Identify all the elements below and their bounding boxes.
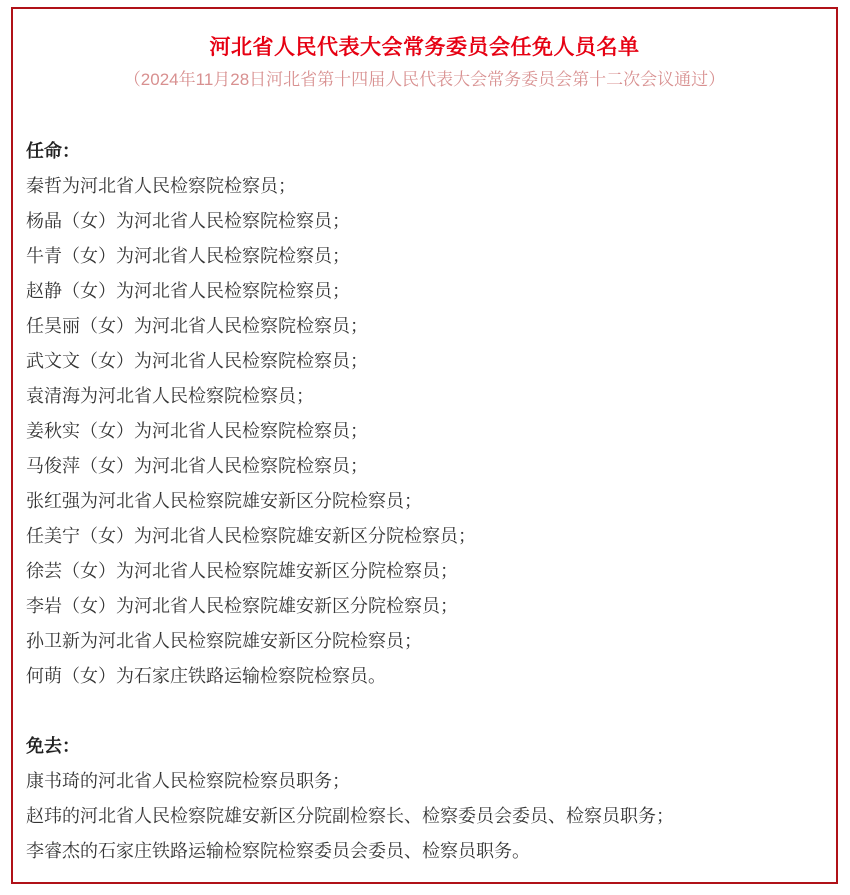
appointment-line: 孙卫新为河北省人民检察院雄安新区分院检察员；	[26, 631, 422, 651]
appointments-heading: 任命：	[26, 141, 80, 161]
appointment-line: 武文文（女）为河北省人民检察院检察员；	[26, 351, 368, 371]
appointment-line: 牛青（女）为河北省人民检察院检察员；	[26, 246, 350, 266]
removal-line: 赵玮的河北省人民检察院雄安新区分院副检察长、检察委员会委员、检察员职务；	[26, 806, 674, 826]
appointment-line: 任美宁（女）为河北省人民检察院雄安新区分院检察员；	[26, 526, 476, 546]
removals-heading: 免去：	[26, 736, 80, 756]
document-frame	[11, 7, 838, 884]
appointment-line: 李岩（女）为河北省人民检察院雄安新区分院检察员；	[26, 596, 458, 616]
appointment-line: 何萌（女）为石家庄铁路运输检察院检察员。	[26, 666, 386, 686]
appointment-line: 马俊萍（女）为河北省人民检察院检察员；	[26, 456, 368, 476]
appointment-line: 徐芸（女）为河北省人民检察院雄安新区分院检察员；	[26, 561, 458, 581]
appointment-line: 张红强为河北省人民检察院雄安新区分院检察员；	[26, 491, 422, 511]
removals-list	[26, 764, 823, 869]
appointment-line: 杨晶（女）为河北省人民检察院检察员；	[26, 211, 350, 231]
appointment-line: 秦哲为河北省人民检察院检察员；	[26, 176, 296, 196]
document-title: 河北省人民代表大会常务委员会任免人员名单	[209, 36, 640, 59]
appointment-line: 袁清海为河北省人民检察院检察员；	[26, 386, 314, 406]
removal-line: 李睿杰的石家庄铁路运输检察院检察委员会委员、检察员职务。	[26, 841, 530, 861]
appointment-line: 姜秋实（女）为河北省人民检察院检察员；	[26, 421, 368, 441]
appointment-line: 任昊丽（女）为河北省人民检察院检察员；	[26, 316, 368, 336]
removal-line: 康书琦的河北省人民检察院检察员职务；	[26, 771, 350, 791]
appointments-list	[26, 169, 823, 694]
appointment-line: 赵静（女）为河北省人民检察院检察员；	[26, 281, 350, 301]
appointments-section	[26, 134, 823, 694]
removals-section	[26, 729, 823, 869]
document-subtitle: （2024年11月28日河北省第十四届人民代表大会常务委员会第十二次会议通过）	[123, 70, 726, 89]
